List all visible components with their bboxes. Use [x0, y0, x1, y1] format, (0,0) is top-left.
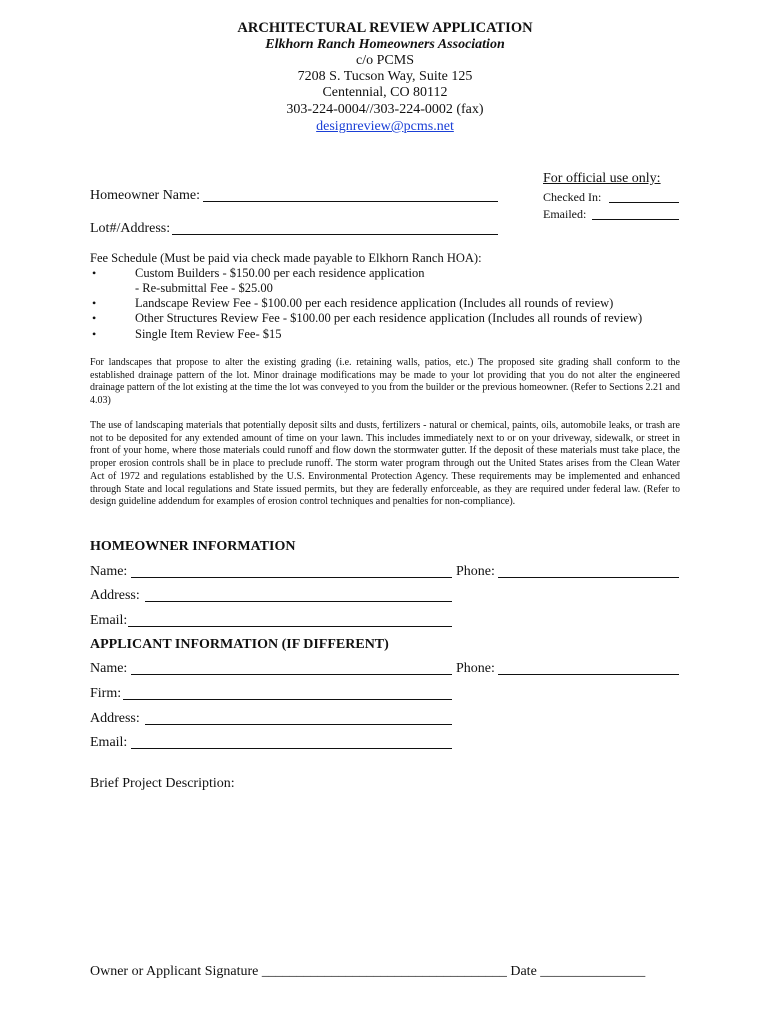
project-description-area[interactable]	[90, 795, 680, 955]
homeowner-name-field[interactable]	[203, 201, 498, 202]
homeowner-address-input[interactable]	[145, 601, 452, 602]
bullet: •	[92, 327, 97, 341]
fee-item-resubmittal: - Re-submittal Fee - $25.00	[135, 281, 273, 295]
bullet: •	[92, 296, 97, 310]
email-line	[0, 119, 770, 135]
applicant-email-label: Email:	[90, 735, 128, 750]
emailed-label: Emailed:	[543, 207, 587, 221]
applicant-name-input[interactable]	[131, 674, 452, 675]
lot-address-label: Lot#/Address:	[90, 221, 171, 236]
fee-item-single-item: Single Item Review Fee- $15	[135, 327, 282, 341]
homeowner-phone-input[interactable]	[498, 577, 679, 578]
street-address: 7208 S. Tucson Way, Suite 125	[297, 69, 473, 84]
emailed-field[interactable]	[592, 219, 679, 220]
fee-item-custom-builders: Custom Builders - $150.00 per each residence application	[135, 266, 425, 280]
phone-numbers: 303-224-0004//303-224-0002 (fax)	[286, 102, 484, 117]
association-name: Elkhorn Ranch Homeowners Association	[265, 37, 505, 52]
homeowner-info-heading: HOMEOWNER INFORMATION	[90, 539, 296, 554]
official-use-heading: For official use only:	[543, 171, 661, 186]
applicant-address-input[interactable]	[145, 724, 452, 725]
checked-in-field[interactable]	[609, 202, 679, 203]
homeowner-phone-label: Phone:	[456, 564, 495, 579]
homeowner-name-label: Name:	[90, 564, 128, 579]
bullet: •	[92, 266, 97, 280]
checked-in-label: Checked In:	[543, 190, 602, 204]
care-of: c/o PCMS	[356, 53, 414, 68]
email-link[interactable]: designreview@pcms.net	[316, 119, 454, 134]
materials-paragraph: The use of landscaping materials that potentially deposit silts and dusts, fertilizers - natural or chemical, paints, oils, automobile leaks, or trash are not to be deposited for any extended amount of time on your lawn. This includes immediately next to or on your driveway, sidewalk, or street in front of your home, where those materials could runoff and flow down the stormwater gutter. If the deposit of these materials must take place, the proper erosion controls shall be in place to preclude runoff. The storm water program through out the United States arises from the Clean Water Act of 1972 and regulations established by the U.S. Environmental Protection Agency. These requirements may be implemented and enhanced through State and local regulations and State issued permits, but they are federally enforceable, as they are required under federal law. (Refer to design guideline addendum for examples of erosion control techniques and penalties for non-compliance).	[90, 420, 680, 508]
document-title: ARCHITECTURAL REVIEW APPLICATION	[237, 20, 533, 36]
homeowner-address-label: Address:	[90, 588, 140, 603]
lot-address-field[interactable]	[172, 234, 498, 235]
applicant-phone-label: Phone:	[456, 661, 495, 676]
bullet: •	[92, 311, 97, 325]
signature-line[interactable]: Owner or Applicant Signature ___________________________________ Date _______________	[90, 964, 646, 979]
homeowner-name-input[interactable]	[131, 577, 452, 578]
grading-paragraph: For landscapes that propose to alter the existing grading (i.e. retaining walls, patios, etc.) The proposed site grading shall conform to the established drainage pattern of the lot. Minor drainage modifications may be made to your lot providing that you do not alter the engineered drainage pattern of the lot existing at the time the lot was conveyed to you from the builder or the previous homeowner. (Refer to Sections 2.21 and 4.03)	[90, 357, 680, 407]
applicant-firm-input[interactable]	[123, 699, 452, 700]
applicant-address-label: Address:	[90, 711, 140, 726]
applicant-info-heading: APPLICANT INFORMATION (IF DIFFERENT)	[90, 637, 389, 652]
fee-item-other-structures: Other Structures Review Fee - $100.00 per each residence application (Includes all rounds of review)	[135, 311, 643, 325]
homeowner-email-label: Email:	[90, 613, 128, 628]
fee-item-landscape: Landscape Review Fee - $100.00 per each residence application (Includes all rounds of review)	[135, 296, 614, 310]
city-address: Centennial, CO 80112	[322, 85, 448, 100]
homeowner-email-input[interactable]	[128, 626, 452, 627]
applicant-email-input[interactable]	[131, 748, 452, 749]
project-description-label: Brief Project Description:	[90, 776, 235, 791]
applicant-firm-label: Firm:	[90, 686, 122, 701]
fee-schedule-intro: Fee Schedule (Must be paid via check made payable to Elkhorn Ranch HOA):	[90, 251, 482, 265]
applicant-phone-input[interactable]	[498, 674, 679, 675]
homeowner-name-label: Homeowner Name:	[90, 188, 201, 203]
applicant-name-label: Name:	[90, 661, 128, 676]
